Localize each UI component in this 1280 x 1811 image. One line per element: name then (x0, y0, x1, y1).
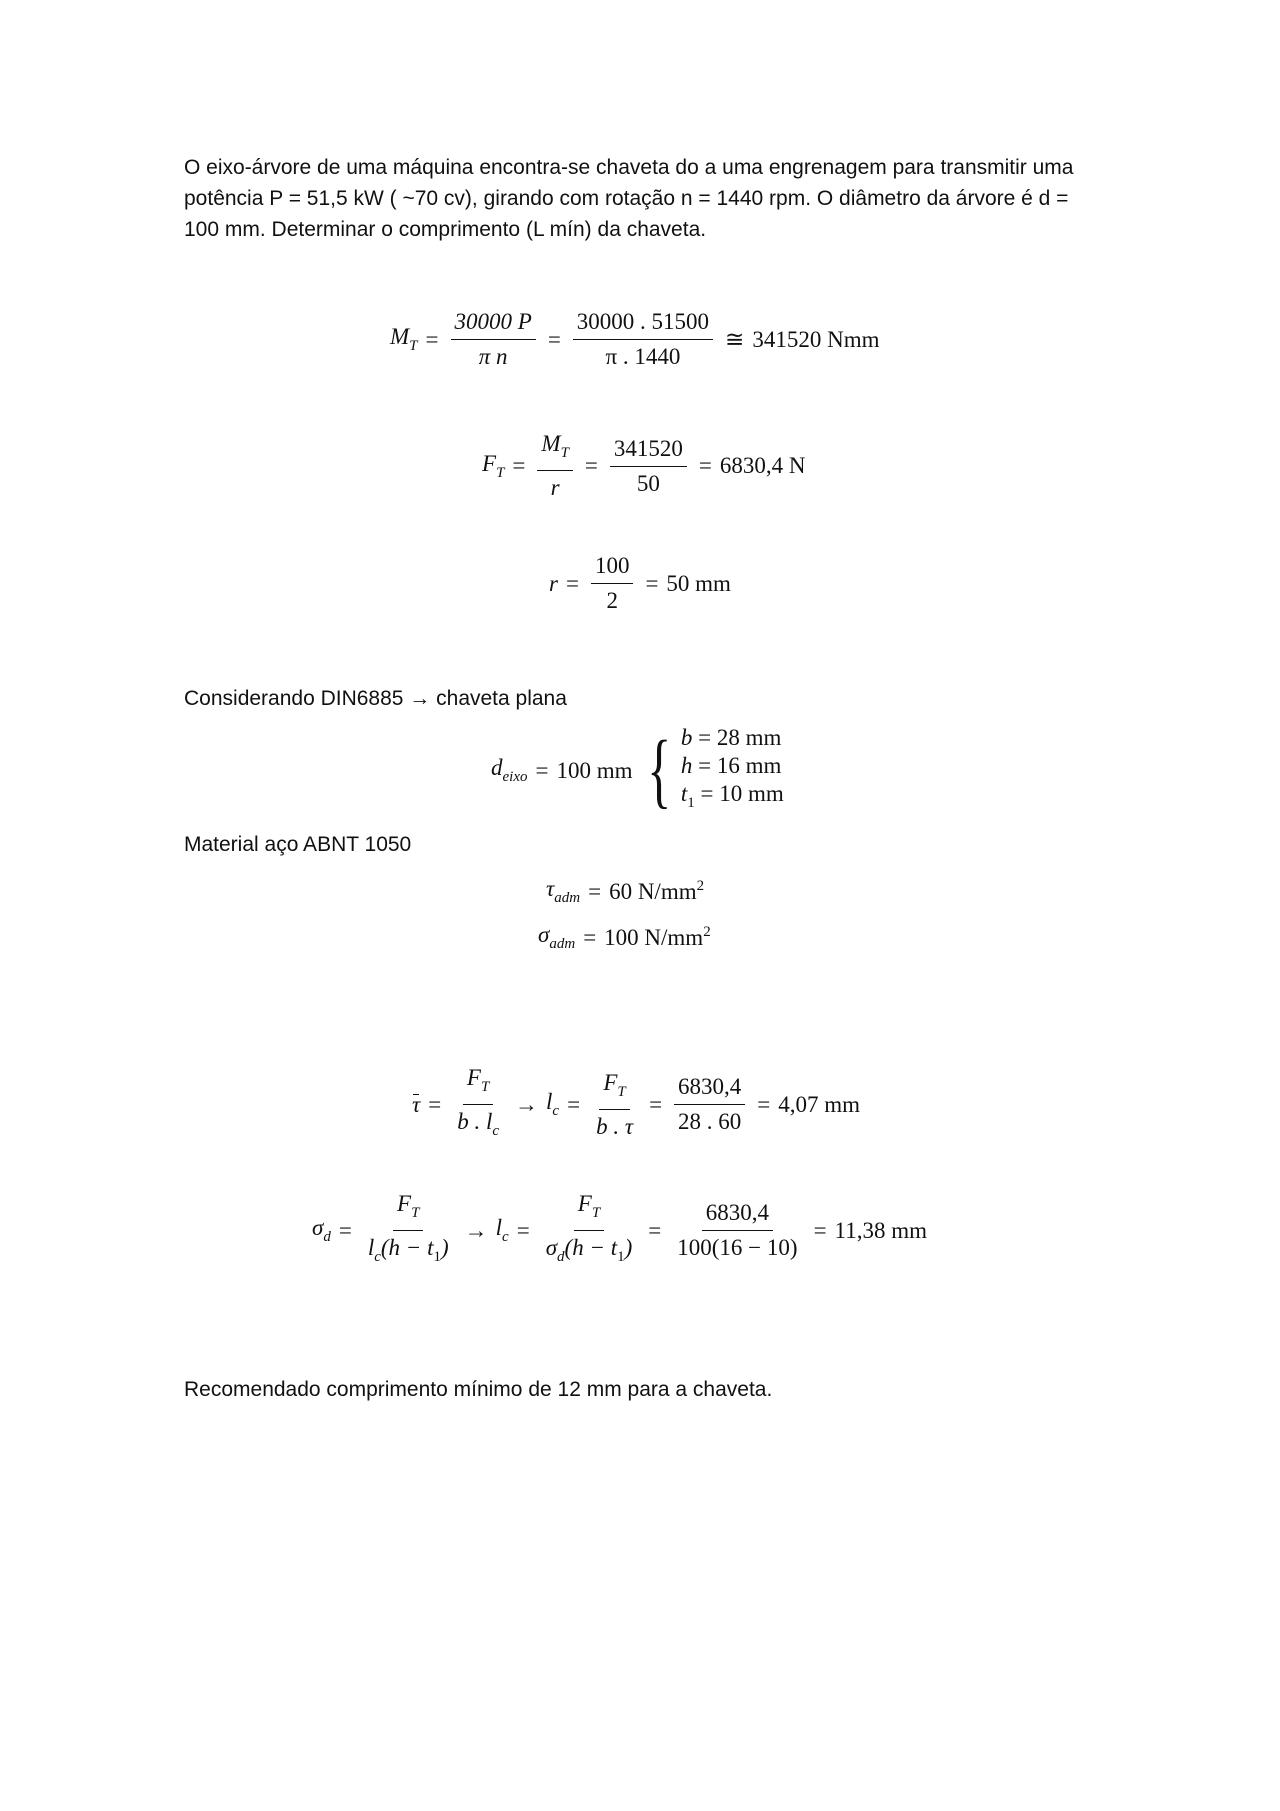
torque-symbol: $M_T$ (390, 324, 418, 354)
bearing-length-result: 11,38 mm (834, 1217, 927, 1243)
radius-symbol: r (549, 570, 558, 596)
key-height-row: h = 16 mm (680, 753, 782, 778)
torque-equation: $M_T$ = $\frac{30000 P}{\text{π n}}$ = $\frac{30000 . 51500}{\pi . 1440}$ ≅ 341520 Nmm (390, 309, 880, 369)
shear-length-equation: τ = $\frac{F_T}{b . l_c}$ → $l_c$ = $\frac{F_T}{b . \tau}$ = $\frac{6830,4}{28 . 60}$ = 4,07 mm (412, 1065, 861, 1139)
key-width-row: b = 28 mm (680, 725, 782, 750)
force-fraction-general: $\frac{M_T}{r}$ (537, 430, 573, 502)
shaft-diameter-value: 100 mm (556, 757, 633, 783)
radius-fraction: $\frac{100}{2}$ (591, 552, 634, 615)
key-dimensions-equation: $d_{eixo}$ = 100 mm { b = 28 mm h = 16 mm $t_1 = 10$ mm (491, 723, 784, 817)
conclusion: Recomendado comprimento mínimo de 12 mm para a chaveta. (184, 1378, 773, 1401)
shaft-diameter-symbol: $d_{eixo}$ (491, 755, 528, 785)
radius-equation: r = $\frac{100}{2}$ = 50 mm (549, 553, 731, 613)
force-symbol: $F_T$ (482, 450, 505, 481)
shear-length-result: 4,07 mm (778, 1091, 861, 1117)
allowable-bearing-equation: $\sigma_{adm}$ = 100 $N/mm^2$ (538, 922, 711, 952)
force-equation: $F_T$ = $\frac{M_T}{r}$ = $\frac{341520}{50}$ = 6830,4 N (482, 431, 806, 500)
allowable-shear-equation: $\tau_{adm}$ = 60 $N/mm^2$ (546, 876, 705, 906)
torque-fraction-values: $\frac{30000 . 51500}{\pi . 1440}$ (573, 308, 713, 371)
key-depth-row: $t_1 = 10$ mm (680, 781, 784, 811)
force-result: 6830,4 N (719, 453, 806, 478)
material-note: Material aço ABNT 1050 (184, 833, 412, 856)
torque-fraction-general: $\frac{30000 P}{\text{π n}}$ (451, 308, 536, 371)
bearing-length-equation: $\sigma_d$ = $\frac{F_T}{l_c(h - t_1)}$ → $l_c$ = $\frac{F_T}{\sigma_d(h - t_1)}$ = $\frac{6830,4}{100(16 - 10)}$ = 11,38 mm (312, 1191, 927, 1265)
radius-result: 50 mm (666, 570, 731, 596)
key-dimensions-cases: { b = 28 mm h = 16 mm $t_1 = 10$ mm (646, 723, 784, 817)
problem-statement: O eixo-árvore de uma máquina encontra-se chaveta do a uma engrenagem para transmitir uma potência P = 51,5 kW ( ~70 cv), girando com rotação n = 1440 rpm. O diâmetro da árvore é d = 100 mm. Determinar o comprimento (L mín) da chaveta. (184, 156, 1074, 241)
din-standard-note: Considerando DIN6885 → chaveta plana (184, 687, 567, 710)
torque-result: 341520 Nmm (752, 326, 880, 352)
force-fraction-values: $\frac{341520}{50}$ (610, 435, 687, 498)
